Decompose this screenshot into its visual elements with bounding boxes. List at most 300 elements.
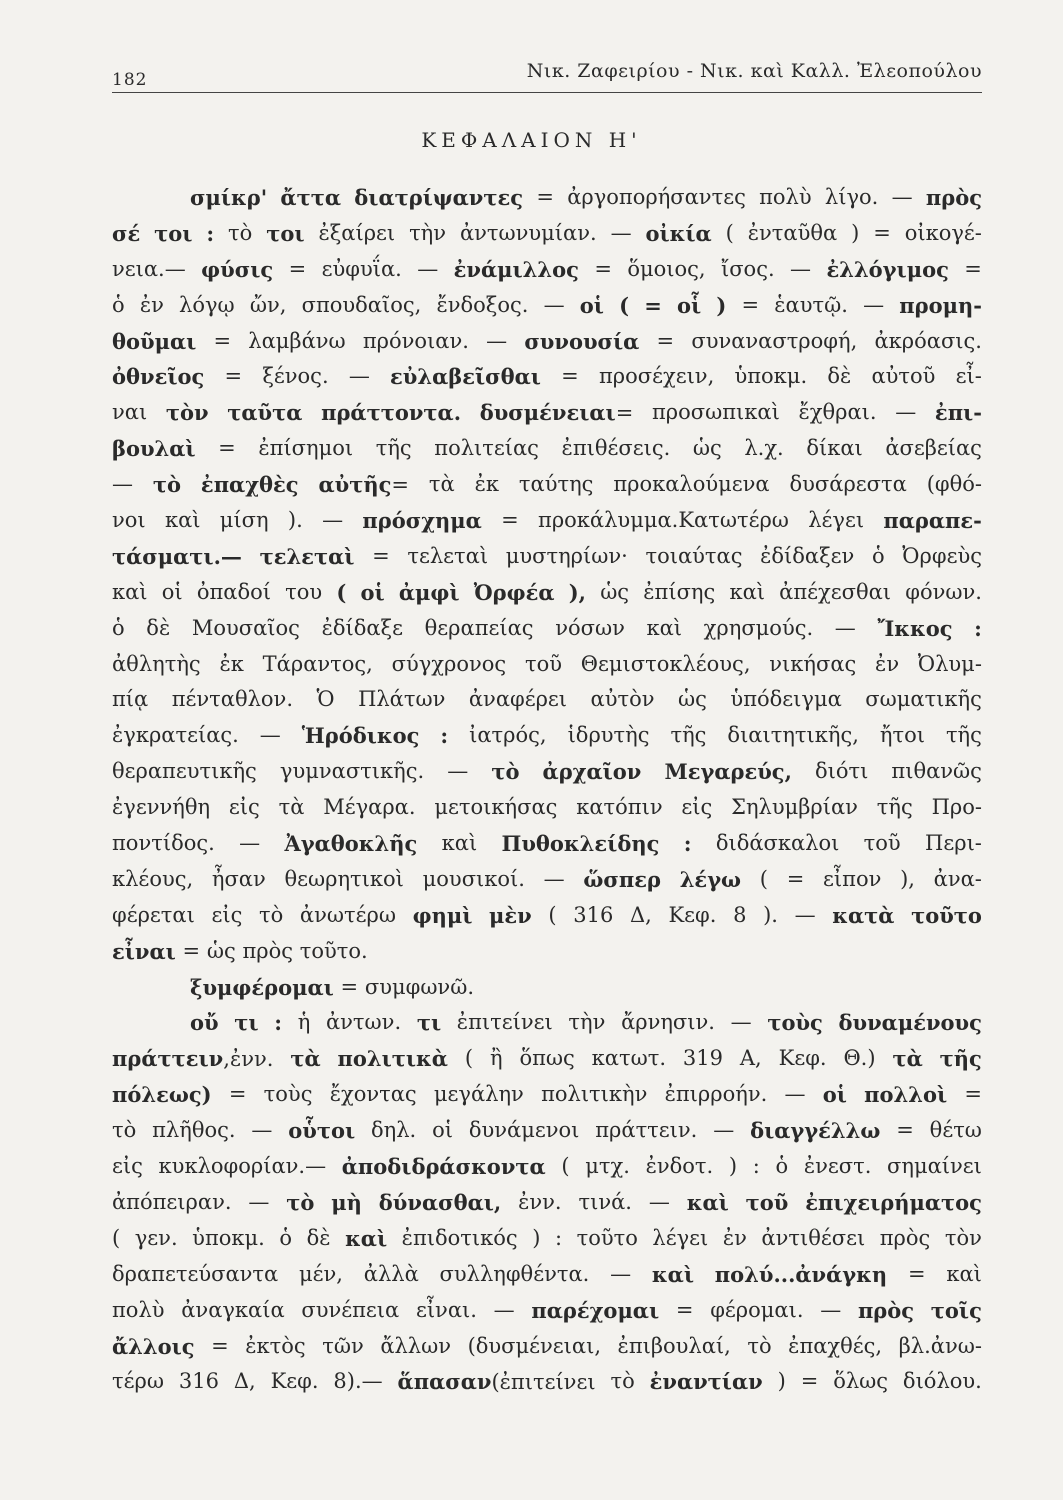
word: Θεμιστοκλέους, (580, 651, 751, 676)
word: ἀπόπειραν. (112, 1189, 232, 1214)
word: ἐπιδοτικός (401, 1225, 518, 1250)
chapter-title: ΚΕΦΑΛΑΙΟΝ Η' (421, 128, 642, 152)
word: προκάλυμμα.Κατωτέρω (538, 508, 789, 533)
word: κυκλοφορίαν.— (158, 1154, 327, 1179)
word: — (790, 256, 812, 281)
word: τοιαύτας (645, 543, 743, 568)
text-line (112, 539, 982, 575)
word: Κεφ. (778, 1046, 827, 1071)
word: : (206, 220, 215, 246)
word: δυσάρεστα (789, 472, 907, 497)
word: πίᾳ (112, 687, 149, 712)
word: οὔ (190, 1010, 219, 1036)
word: Ὁ (316, 687, 335, 712)
word: Θ.) (843, 1046, 876, 1071)
word: — (784, 1082, 806, 1107)
word: τι (234, 1010, 259, 1036)
word: ἐνν. (518, 1189, 562, 1214)
word: ἀμφὶ (398, 579, 460, 605)
word: πρὸς (879, 1225, 931, 1250)
word: = (656, 328, 675, 353)
word: πιθανῶς (891, 759, 982, 784)
text-line (112, 862, 982, 898)
word: Δ, (233, 1369, 256, 1394)
word: βουλαὶ (112, 436, 196, 462)
word: ( (464, 1046, 474, 1071)
word: τὸ (491, 759, 520, 785)
word: ἐλλόγιμος (826, 256, 949, 282)
word: νεια.— (112, 256, 186, 281)
word: παραπε- (883, 508, 982, 534)
word: = (372, 543, 390, 568)
text-line (112, 324, 982, 360)
word: ἢ (489, 1046, 503, 1071)
word: ἴσος. (720, 256, 775, 281)
word: θεωρητικοὶ (284, 866, 404, 891)
word: καὶ (651, 1261, 694, 1287)
word: τέρω (112, 1369, 164, 1394)
word: πολλοὶ (864, 1082, 948, 1108)
word: θέτω (929, 1118, 982, 1143)
word: ἐνταῦθα (747, 220, 838, 245)
word: ἰατρός, (469, 723, 547, 748)
word: ἔχοντας (329, 1082, 417, 1107)
word: ἄρνησιν. (621, 1010, 715, 1035)
word: ἐπι- (934, 400, 982, 426)
word: Κεφ. (270, 1369, 319, 1394)
word: νικήσας (769, 651, 857, 676)
word: δὲ (306, 1225, 331, 1250)
word: τοῦτο (576, 1225, 638, 1250)
word: ) (851, 220, 860, 245)
text-line (112, 1329, 982, 1365)
word: αὐτοῦ (871, 364, 936, 389)
word: ἐπιχειρήματος (805, 1189, 982, 1215)
page-header (112, 58, 982, 94)
word: κλέους, (112, 866, 194, 891)
word: πολιτικὰ (337, 1046, 448, 1072)
word: — (417, 256, 439, 281)
word: κατὰ (832, 902, 895, 928)
word: ἐδίδαξε (321, 615, 403, 640)
word: ἐναντίαν (649, 1369, 763, 1395)
word: πόλεως) (112, 1082, 212, 1108)
word: = (675, 1297, 694, 1322)
text-line (112, 1293, 982, 1329)
word: πρὸς (242, 938, 294, 963)
text-line (112, 790, 982, 826)
word: τοῦ (745, 1189, 789, 1215)
word: = (288, 256, 307, 281)
word: νοι (112, 508, 146, 533)
word: μετοικήσας (434, 795, 558, 820)
text-line (112, 1005, 982, 1041)
word: Τάραντος, (262, 651, 373, 676)
word: πολιτικὴν (541, 1082, 648, 1107)
word: πρὸς (857, 1297, 915, 1323)
word: δυνάμενοι (468, 1118, 580, 1143)
word: γεν. (134, 1225, 178, 1250)
word: οἱ (822, 1082, 847, 1108)
word: του (285, 579, 323, 604)
word: καὶ (946, 1261, 982, 1286)
text-line (112, 970, 982, 1006)
word: αὐτῆς= (318, 472, 410, 498)
word: πράττειν. (595, 1118, 698, 1143)
word: ) (777, 1369, 786, 1394)
word: = (741, 292, 760, 317)
word: ξυμφέρομαι (190, 974, 334, 1000)
text-line (112, 718, 982, 754)
word: οἰκογέ- (904, 220, 982, 245)
text-line (112, 1185, 982, 1221)
word: εἰς (112, 1154, 143, 1179)
text-line (112, 611, 982, 647)
word: πράττοντα. (321, 400, 462, 426)
word: τὴν (568, 1010, 606, 1035)
word: ). (763, 902, 778, 927)
header-rule (112, 92, 982, 93)
word: χρησμούς. (703, 615, 814, 640)
word: λ.χ. (744, 436, 784, 461)
word: Σηλυμβρίαν (731, 795, 858, 820)
word: συλληφθέντα. (439, 1261, 590, 1286)
word: δραπετεύσαντα (112, 1261, 279, 1286)
word: κατόπιν (576, 795, 663, 820)
word: ὤν, (249, 292, 287, 317)
word: παρέχομαι (531, 1297, 660, 1323)
word: ), (568, 579, 586, 605)
word: οἱ (161, 579, 183, 604)
word: τὸ (228, 220, 253, 245)
word: τελεταὶ (259, 543, 355, 569)
word: τάσματι.— (112, 543, 242, 569)
word: ἐγεννήθη (112, 795, 211, 820)
text-line (112, 754, 982, 790)
word: εἰς (228, 795, 260, 820)
word: ), (900, 866, 915, 891)
word: οἱ (360, 579, 385, 605)
word: : (274, 1010, 283, 1036)
word: εἶναι. (415, 1297, 477, 1322)
word: ἐνδοτ. (645, 1154, 714, 1179)
text-line (112, 1113, 982, 1149)
word: τοι (154, 220, 193, 246)
word: ὀθνεῖος (112, 364, 205, 390)
word: — (447, 759, 469, 784)
word: ἀντωνυμίαν. (459, 220, 597, 245)
word: ἐξαίρει (318, 220, 396, 245)
word: ὅπως (519, 1046, 575, 1071)
word: : (752, 1154, 760, 1179)
word: οὗτοι (288, 1118, 356, 1144)
text-line (112, 216, 982, 252)
word: βλ.ἀνω- (898, 1333, 982, 1358)
word: ἀρχαῖον (542, 759, 642, 785)
word: εἰς (681, 795, 713, 820)
word: σημαίνει (887, 1154, 982, 1179)
word: δίκαι (806, 436, 863, 461)
word: οἷ (677, 292, 702, 318)
word: = (218, 436, 236, 461)
word: 8).— (333, 1369, 383, 1394)
word: σμίκρ' (190, 185, 268, 210)
word: ὡς (206, 938, 236, 963)
running-head: Νικ. Ζαφειρίου - Νικ. καὶ Καλλ. Ἐλεοπούλου (526, 60, 982, 82)
word: φημὶ (412, 902, 473, 928)
word: ἦσαν (211, 866, 266, 891)
word: γυμναστικῆς. (279, 759, 425, 784)
word: φέρεται (112, 902, 195, 927)
word: ἀνωτέρω (299, 902, 396, 927)
word: Προ- (931, 795, 982, 820)
word: τῶν (322, 1333, 364, 1358)
word: θεραπείας (424, 615, 534, 640)
word: = (182, 938, 201, 963)
page-number: 182 (112, 70, 148, 90)
text-line (112, 647, 982, 683)
word: ἐπιβουλαί, (617, 1333, 731, 1358)
word: ὡς (678, 687, 707, 712)
word: ) (532, 1225, 541, 1250)
word: ἔχθραι. (798, 400, 877, 425)
word: ἀντιθέσει (761, 1225, 866, 1250)
word: — (891, 185, 913, 209)
word: — (820, 1297, 842, 1322)
word: ἐπαχθὲς (200, 472, 299, 498)
word: λέγει (808, 508, 865, 533)
word: Μουσαῖος (191, 615, 300, 640)
word: διόλου. (902, 1369, 982, 1394)
word: Ὀλυμ- (917, 651, 982, 676)
word: ). (287, 508, 303, 533)
word: αὐτὸν (590, 687, 655, 712)
word: : (974, 615, 982, 641)
word: διαγγέλλω (750, 1118, 881, 1144)
word: ἐδίδαξεν (760, 543, 855, 568)
word: τῆς (939, 1046, 982, 1072)
word: μὴ (331, 1189, 362, 1215)
text-line (112, 431, 982, 467)
word: μέν, (299, 1261, 343, 1286)
word: — (834, 615, 856, 640)
word: τοῦτο (911, 902, 982, 928)
word: ἀντων. (325, 1010, 402, 1035)
word: εἶ- (955, 364, 982, 389)
word: ( (759, 866, 768, 891)
word: = (224, 364, 243, 389)
word: ( (619, 292, 630, 318)
text-line (112, 1041, 982, 1077)
word: θοῦμαι (112, 328, 197, 354)
word: εὐλαβεῖσθαι (390, 364, 541, 390)
word: ἐπιρροήν. (664, 1082, 768, 1107)
word: ἤτοι (879, 723, 925, 748)
word: : (683, 831, 692, 857)
word: ὁ (871, 543, 885, 568)
word: τὰ (278, 795, 305, 820)
word: = (644, 292, 662, 318)
word: 8 (733, 902, 747, 927)
word: ὀπαδοί (196, 579, 271, 604)
word: ἐπίσημοι (258, 436, 354, 461)
word: τὸ (610, 1369, 635, 1394)
word: — (486, 328, 508, 353)
word: ὡς (600, 579, 630, 604)
word: ἐπίσης (643, 579, 716, 604)
word: ποντίδος. (112, 831, 215, 856)
word: ἡ (297, 1010, 311, 1035)
word: οἱ (579, 292, 604, 318)
word: ( (112, 1225, 121, 1250)
word: 316 (573, 902, 614, 927)
text-line (112, 180, 982, 216)
word: δύνασθαι, (378, 1189, 502, 1215)
word: τοῦ (863, 831, 901, 856)
word: τοι (266, 220, 305, 246)
word: πρόνοιαν. (362, 328, 469, 353)
word: ἀπέχεσθαι (779, 579, 892, 604)
word: Μέγαρα. (323, 795, 416, 820)
word: τὰ (290, 1046, 321, 1072)
word: οἰκία (645, 220, 712, 246)
word: τὸ (259, 902, 284, 927)
text-line (112, 1077, 982, 1113)
word: ἐν (139, 292, 164, 317)
word: συνουσία (524, 328, 640, 354)
word: προσωπικαὶ (652, 400, 780, 425)
word: ἀναγκαία (181, 1297, 285, 1322)
word: καὶ (164, 508, 201, 533)
word: τοῦ (524, 651, 562, 676)
word: = (228, 1082, 247, 1107)
word: θεραπευτικῆς (112, 759, 257, 784)
word: τῆς (670, 723, 707, 748)
word: πολύ...ἀνάγκη (714, 1261, 888, 1287)
word: = (800, 1369, 819, 1394)
word: εἶπον (823, 866, 882, 891)
word: ὁ (112, 615, 125, 640)
word: τι (416, 1010, 442, 1036)
word: καὶ (646, 615, 683, 640)
word: ( (725, 220, 734, 245)
word: ἐνάμιλλος (453, 256, 579, 282)
word: προμη- (899, 292, 982, 318)
text-line (112, 575, 982, 611)
word: — (610, 1261, 632, 1286)
word: ἀναφέρει (468, 687, 568, 712)
word: = (786, 866, 805, 891)
word: — (543, 866, 565, 891)
word: — (322, 508, 344, 533)
word: — (713, 1118, 735, 1143)
word: Ἡρόδικος (301, 723, 420, 749)
text-line (112, 826, 982, 862)
word: : (554, 1225, 563, 1250)
word: Ὀρφεὺς (902, 543, 982, 568)
word: — (112, 472, 133, 497)
word: — (248, 1189, 270, 1214)
word: τὸν (165, 400, 209, 426)
word: νόσων (555, 615, 625, 640)
word: σέ (112, 220, 141, 246)
word: Ἴκκος (877, 615, 953, 641)
word: ( (548, 902, 557, 927)
word: ἐπιθέσεις. (561, 436, 671, 461)
word: ὅλως (833, 1369, 889, 1394)
word: διδάσκαλοι (715, 831, 840, 856)
word: — (794, 902, 816, 927)
word: ἀσεβείας (885, 436, 982, 461)
word: — (251, 1118, 273, 1143)
word: ἀποδιδράσκοντα (341, 1154, 546, 1180)
word: σύγχρονος (391, 651, 507, 676)
word: = (873, 220, 891, 245)
word: εἰς (211, 902, 243, 927)
word: μεγάλην (433, 1082, 524, 1107)
word: τὰ (428, 472, 455, 497)
text-line (112, 467, 982, 503)
word: διαιτητικῆς, (727, 723, 859, 748)
word: κατωτ. (591, 1046, 667, 1071)
word: ἐν (875, 651, 900, 676)
body-text (112, 180, 982, 1400)
text-line (112, 898, 982, 934)
word: διότι (814, 759, 869, 784)
word: Πυθοκλείδης (501, 831, 660, 857)
word: ἄλλων (380, 1333, 452, 1358)
word: Α, (739, 1046, 762, 1071)
word: τοῦτο. (299, 938, 368, 963)
word: ναι (112, 400, 148, 425)
word: ὅμοιος, (627, 256, 706, 281)
word: ἀνα- (933, 866, 982, 891)
word: τῆς (876, 795, 913, 820)
word: τὸν (944, 1225, 982, 1250)
word: συμφωνῶ. (364, 974, 475, 999)
word: φόνων. (905, 579, 982, 604)
text-line (112, 395, 982, 431)
word: ὑπόδειγμα (730, 687, 842, 712)
word: = (896, 1118, 914, 1143)
word: — (239, 831, 261, 856)
word: τὸ (112, 1118, 137, 1143)
word: ἐν (722, 1225, 747, 1250)
word: εἶναι (112, 938, 176, 964)
word: ἐγκρατείας. (112, 723, 239, 748)
word: Ὀρφέα (473, 579, 555, 605)
word: Δ, (629, 902, 652, 927)
word: φύσις (201, 256, 274, 282)
word: τελεταὶ (407, 543, 489, 568)
word: ἐνεστ. (803, 1154, 872, 1179)
word: 319 (682, 1046, 723, 1071)
word: ἐκ (474, 472, 500, 497)
word: τὴν (409, 220, 447, 245)
word: λαμβάνω (248, 328, 346, 353)
word: — (259, 723, 281, 748)
word: Μεγαρεύς, (664, 759, 792, 785)
word: Ἀγαθοκλῆς (284, 831, 418, 857)
word: Κεφ. (668, 902, 717, 927)
word: μουσικοί. (422, 866, 525, 891)
word: λέγω (679, 866, 742, 892)
word: ὡς (692, 436, 722, 461)
word: = (964, 256, 982, 281)
word: δυσμένειαι= (479, 400, 634, 426)
word: (δυσμένειαι, (467, 1333, 601, 1358)
word: λίγο. (824, 185, 879, 209)
